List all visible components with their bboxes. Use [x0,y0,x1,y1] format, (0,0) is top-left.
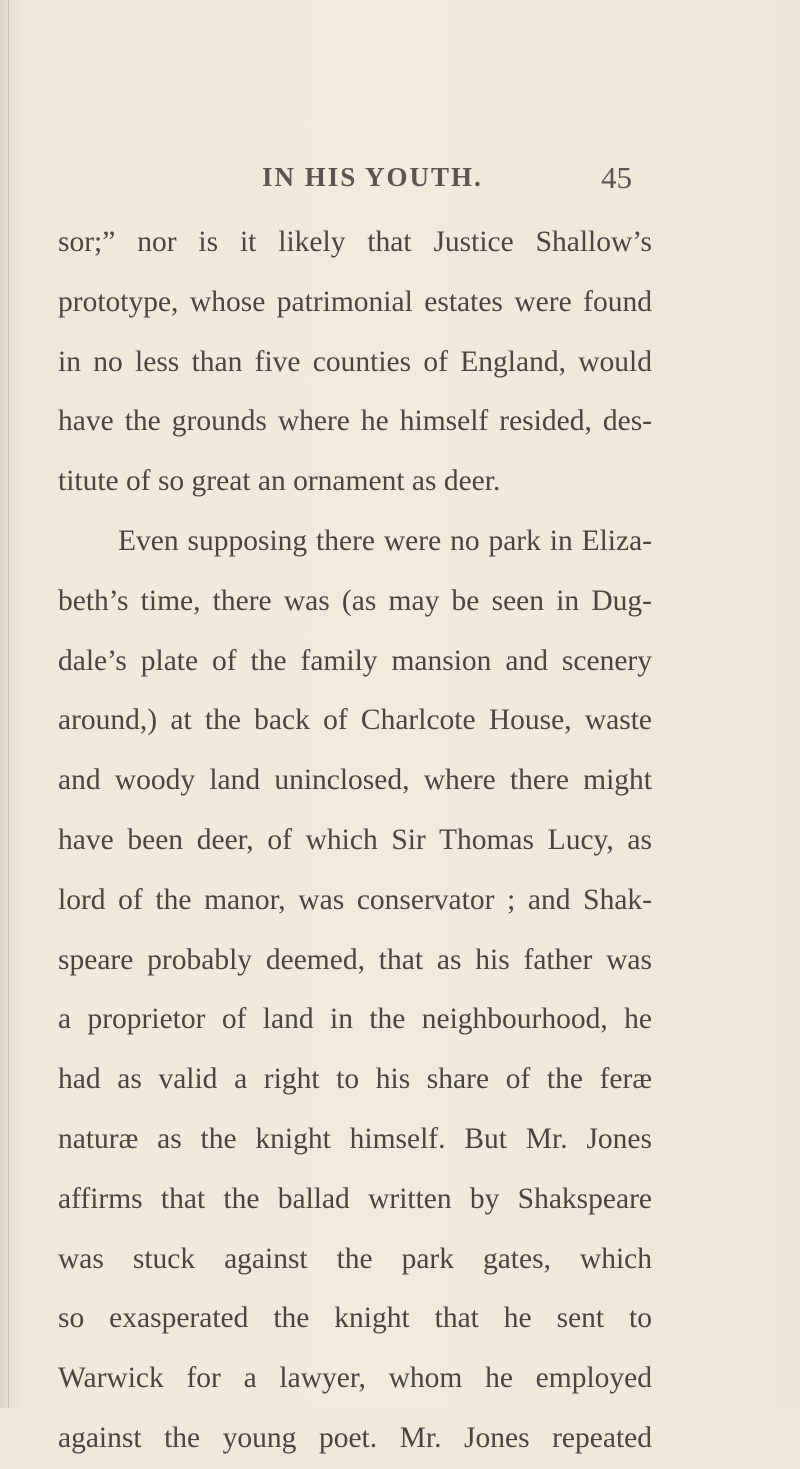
text-line: a proprietor of land in the neighbourhood, he [58,1003,652,1036]
page-header [0,160,800,200]
text-line: dale’s plate of the family mansion and scenery [58,644,652,677]
text-line: have been deer, of which Sir Thomas Lucy, as [58,823,652,856]
page-number: 45 [601,160,632,195]
text-line: sor;” nor is it likely that Justice Shallow’s [58,226,652,258]
text-line: around,) at the back of Charlcote House, waste [58,704,652,737]
text-line: had as valid a right to his share of the feræ [58,1063,652,1096]
text-line: and woody land uninclosed, where there might [58,764,652,797]
text-line-paragraph-end: titute of so great an ornament as deer. [58,465,501,498]
text-line: naturæ as the knight himself. But Mr. Jones [58,1122,652,1155]
text-line: Warwick for a lawyer, whom he employed [58,1362,652,1395]
text-line: was stuck against the park gates, which [58,1242,652,1275]
text-line: against the young poet. Mr. Jones repeated [58,1421,652,1454]
text-line: so exasperated the knight that he sent to [58,1302,652,1335]
running-title: IN HIS YOUTH. [262,162,483,192]
body-text [58,213,652,1469]
text-line: have the grounds where he himself resided, des- [58,405,652,438]
text-line: lord of the manor, was conservator ; and Shak- [58,883,652,916]
text-line: prototype, whose patrimonial estates were found [58,285,652,318]
text-line: in no less than five counties of England, would [58,345,652,378]
text-line: speare probably deemed, that as his father was [58,943,652,976]
text-line: affirms that the ballad written by Shakspeare [58,1182,652,1215]
page-gutter-edge [8,0,9,1408]
text-line-paragraph-start: Even supposing there were no park in Eliza- [118,524,652,557]
text-line: beth’s time, there was (as may be seen in Dug- [58,584,652,617]
